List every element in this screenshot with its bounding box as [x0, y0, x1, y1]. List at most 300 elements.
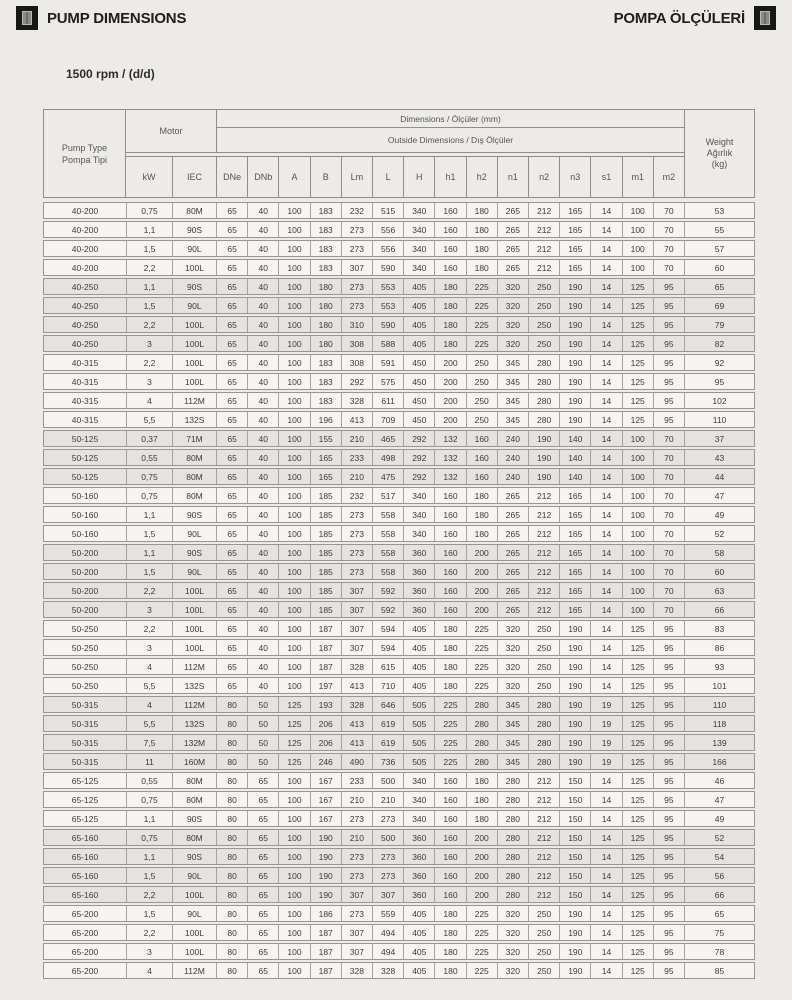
- pump-type-cell: 65-125: [71, 794, 99, 805]
- value-cell: 14: [590, 640, 621, 655]
- value-cell: 100L: [172, 621, 216, 636]
- value-cell: 190: [559, 393, 590, 408]
- value-cell: 405: [403, 279, 434, 294]
- weight-cell: 85: [684, 963, 754, 978]
- rpm-subtitle: 1500 rpm / (d/d): [66, 67, 155, 81]
- value-cell: 190: [310, 868, 341, 883]
- value-cell: 500: [372, 773, 403, 788]
- value-cell: 307: [341, 887, 372, 902]
- table-row: [43, 316, 755, 333]
- table-row: [43, 772, 755, 789]
- value-cell: 112M: [172, 697, 216, 712]
- value-cell: 100: [278, 887, 309, 902]
- value-cell: 250: [528, 678, 559, 693]
- table-row: [43, 810, 755, 827]
- value-cell: 3: [126, 336, 172, 351]
- value-cell: 14: [590, 279, 621, 294]
- value-cell: 592: [372, 602, 403, 617]
- value-cell: 125: [622, 849, 653, 864]
- value-cell: 250: [528, 925, 559, 940]
- weight-cell: 139: [684, 735, 754, 750]
- value-cell: 280: [528, 754, 559, 769]
- value-cell: 206: [310, 716, 341, 731]
- value-cell: 65: [216, 564, 247, 579]
- value-cell: 180: [466, 773, 497, 788]
- weight-cell: 83: [684, 621, 754, 636]
- value-cell: 190: [528, 431, 559, 446]
- value-cell: 1,1: [126, 507, 172, 522]
- value-cell: 70: [653, 564, 684, 579]
- value-cell: 14: [590, 773, 621, 788]
- value-cell: 280: [528, 393, 559, 408]
- table-row: [43, 221, 755, 238]
- value-cell: 65: [247, 925, 278, 940]
- header-col-DNb: DNb: [247, 156, 278, 197]
- value-cell: 3: [126, 640, 172, 655]
- table-row: [43, 449, 755, 466]
- value-cell: 100: [278, 488, 309, 503]
- weight-cell: 55: [684, 222, 754, 237]
- value-cell: 160: [434, 811, 465, 826]
- value-cell: 190: [559, 374, 590, 389]
- weight-cell: 44: [684, 469, 754, 484]
- value-cell: 190: [559, 754, 590, 769]
- pump-group: [43, 829, 755, 903]
- value-cell: 95: [653, 849, 684, 864]
- value-cell: 14: [590, 564, 621, 579]
- value-cell: 225: [434, 697, 465, 712]
- value-cell: 70: [653, 507, 684, 522]
- value-cell: 100: [278, 963, 309, 978]
- pump-type-cell: 50-250: [71, 623, 99, 634]
- value-cell: 5,5: [126, 716, 172, 731]
- value-cell: 250: [528, 621, 559, 636]
- weight-cell: 47: [684, 792, 754, 807]
- value-cell: 233: [341, 450, 372, 465]
- value-cell: 100: [622, 450, 653, 465]
- pump-type-cell: 50-125: [71, 452, 99, 463]
- value-cell: 1,1: [126, 849, 172, 864]
- value-cell: 160: [434, 792, 465, 807]
- value-cell: 210: [341, 792, 372, 807]
- value-cell: 190: [559, 716, 590, 731]
- value-cell: 200: [466, 602, 497, 617]
- value-cell: 125: [622, 792, 653, 807]
- value-cell: 80M: [172, 488, 216, 503]
- value-cell: 200: [466, 887, 497, 902]
- table-row: [43, 924, 755, 941]
- pump-type-cell: 50-315: [71, 756, 99, 767]
- table-row: [43, 601, 755, 618]
- value-cell: 310: [341, 317, 372, 332]
- page-title-en: PUMP DIMENSIONS: [47, 9, 187, 27]
- value-cell: 0,75: [126, 792, 172, 807]
- value-cell: 95: [653, 279, 684, 294]
- value-cell: 340: [403, 222, 434, 237]
- value-cell: 165: [310, 469, 341, 484]
- value-cell: 65: [216, 583, 247, 598]
- value-cell: 212: [528, 811, 559, 826]
- value-cell: 19: [590, 716, 621, 731]
- value-cell: 160: [434, 203, 465, 218]
- value-cell: 160: [434, 488, 465, 503]
- value-cell: 65: [247, 811, 278, 826]
- table-row: [43, 468, 755, 485]
- value-cell: 225: [434, 735, 465, 750]
- value-cell: 132: [434, 469, 465, 484]
- value-cell: 100: [278, 393, 309, 408]
- value-cell: 1,5: [126, 868, 172, 883]
- value-cell: 40: [247, 317, 278, 332]
- value-cell: 619: [372, 735, 403, 750]
- value-cell: 558: [372, 545, 403, 560]
- value-cell: 413: [341, 716, 372, 731]
- value-cell: 340: [403, 792, 434, 807]
- value-cell: 190: [310, 830, 341, 845]
- value-cell: 340: [403, 773, 434, 788]
- value-cell: 575: [372, 374, 403, 389]
- value-cell: 50: [247, 754, 278, 769]
- value-cell: 0,55: [126, 773, 172, 788]
- pump-group: [43, 544, 755, 618]
- value-cell: 405: [403, 944, 434, 959]
- value-cell: 307: [341, 260, 372, 275]
- page-title-tr: POMPA ÖLÇÜLERİ: [613, 9, 745, 27]
- value-cell: 65: [216, 431, 247, 446]
- value-cell: 180: [310, 279, 341, 294]
- table-row: [43, 962, 755, 979]
- value-cell: 112M: [172, 963, 216, 978]
- value-cell: 190: [559, 697, 590, 712]
- value-cell: 273: [341, 279, 372, 294]
- value-cell: 250: [528, 906, 559, 921]
- value-cell: 280: [528, 412, 559, 427]
- value-cell: 65: [247, 868, 278, 883]
- value-cell: 100: [278, 298, 309, 313]
- value-cell: 200: [466, 849, 497, 864]
- value-cell: 190: [559, 355, 590, 370]
- pump-type-cell: 50-250: [71, 661, 99, 672]
- weight-cell: 101: [684, 678, 754, 693]
- value-cell: 413: [341, 412, 372, 427]
- value-cell: 40: [247, 621, 278, 636]
- value-cell: 160: [466, 431, 497, 446]
- value-cell: 14: [590, 583, 621, 598]
- value-cell: 100: [622, 488, 653, 503]
- value-cell: 80: [216, 830, 247, 845]
- value-cell: 40: [247, 222, 278, 237]
- value-cell: 100L: [172, 355, 216, 370]
- value-cell: 95: [653, 678, 684, 693]
- value-cell: 210: [372, 792, 403, 807]
- pump-group: [43, 487, 755, 542]
- value-cell: 65: [216, 507, 247, 522]
- value-cell: 265: [497, 526, 528, 541]
- value-cell: 273: [341, 241, 372, 256]
- weight-cell: 110: [684, 412, 754, 427]
- value-cell: 165: [559, 241, 590, 256]
- value-cell: 140: [559, 469, 590, 484]
- value-cell: 160: [434, 602, 465, 617]
- value-cell: 80: [216, 773, 247, 788]
- value-cell: 140: [559, 450, 590, 465]
- value-cell: 212: [528, 526, 559, 541]
- table-row: [43, 259, 755, 276]
- header-col-Lm: Lm: [341, 156, 372, 197]
- value-cell: 212: [528, 203, 559, 218]
- value-cell: 95: [653, 697, 684, 712]
- value-cell: 292: [403, 450, 434, 465]
- value-cell: 345: [497, 355, 528, 370]
- value-cell: 200: [434, 393, 465, 408]
- pump-section-icon-right: [754, 6, 776, 30]
- value-cell: 709: [372, 412, 403, 427]
- weight-cell: 65: [684, 906, 754, 921]
- value-cell: 155: [310, 431, 341, 446]
- value-cell: 125: [622, 279, 653, 294]
- table-header: [43, 109, 755, 198]
- value-cell: 95: [653, 792, 684, 807]
- pump-type-cell: 40-250: [71, 319, 99, 330]
- value-cell: 100L: [172, 317, 216, 332]
- value-cell: 225: [466, 963, 497, 978]
- value-cell: 100: [622, 469, 653, 484]
- weight-cell: 49: [684, 811, 754, 826]
- value-cell: 190: [528, 469, 559, 484]
- value-cell: 125: [622, 298, 653, 313]
- value-cell: 100: [278, 355, 309, 370]
- value-cell: 100L: [172, 602, 216, 617]
- value-cell: 183: [310, 260, 341, 275]
- value-cell: 212: [528, 887, 559, 902]
- value-cell: 250: [466, 374, 497, 389]
- value-cell: 405: [403, 659, 434, 674]
- value-cell: 40: [247, 583, 278, 598]
- value-cell: 150: [559, 849, 590, 864]
- value-cell: 125: [622, 317, 653, 332]
- value-cell: 160: [434, 887, 465, 902]
- value-cell: 100: [278, 944, 309, 959]
- pump-type-cell: 50-125: [71, 433, 99, 444]
- value-cell: 95: [653, 925, 684, 940]
- value-cell: 212: [528, 849, 559, 864]
- value-cell: 4: [126, 659, 172, 674]
- value-cell: 160: [466, 469, 497, 484]
- value-cell: 70: [653, 222, 684, 237]
- title-group-right: [614, 6, 776, 30]
- value-cell: 125: [622, 412, 653, 427]
- value-cell: 70: [653, 602, 684, 617]
- value-cell: 100: [278, 621, 309, 636]
- value-cell: 80: [216, 716, 247, 731]
- weight-cell: 66: [684, 602, 754, 617]
- value-cell: 95: [653, 317, 684, 332]
- value-cell: 250: [466, 393, 497, 408]
- header-dimensions: Dimensions / Ölçüler (mm): [216, 110, 684, 128]
- value-cell: 2,2: [126, 621, 172, 636]
- value-cell: 360: [403, 602, 434, 617]
- value-cell: 65: [216, 488, 247, 503]
- value-cell: 100: [278, 507, 309, 522]
- value-cell: 65: [247, 887, 278, 902]
- value-cell: 100: [278, 450, 309, 465]
- weight-cell: 166: [684, 754, 754, 769]
- value-cell: 125: [278, 697, 309, 712]
- value-cell: 559: [372, 906, 403, 921]
- value-cell: 190: [559, 298, 590, 313]
- value-cell: 40: [247, 602, 278, 617]
- value-cell: 95: [653, 735, 684, 750]
- value-cell: 100L: [172, 260, 216, 275]
- weight-cell: 95: [684, 374, 754, 389]
- value-cell: 65: [216, 393, 247, 408]
- value-cell: 340: [403, 488, 434, 503]
- value-cell: 225: [466, 336, 497, 351]
- value-cell: 265: [497, 507, 528, 522]
- pump-type-cell: 50-200: [71, 604, 99, 615]
- value-cell: 212: [528, 792, 559, 807]
- table-row: [43, 335, 755, 352]
- value-cell: 265: [497, 241, 528, 256]
- value-cell: 90L: [172, 906, 216, 921]
- value-cell: 273: [341, 222, 372, 237]
- pump-group: [43, 354, 755, 428]
- value-cell: 340: [403, 241, 434, 256]
- value-cell: 14: [590, 222, 621, 237]
- pump-type-cell: 65-160: [71, 889, 99, 900]
- weight-cell: 92: [684, 355, 754, 370]
- value-cell: 100: [622, 564, 653, 579]
- value-cell: 320: [497, 963, 528, 978]
- value-cell: 90S: [172, 222, 216, 237]
- value-cell: 360: [403, 583, 434, 598]
- value-cell: 100: [278, 431, 309, 446]
- table-row: [43, 886, 755, 903]
- value-cell: 273: [341, 526, 372, 541]
- value-cell: 0,55: [126, 450, 172, 465]
- value-cell: 280: [497, 887, 528, 902]
- value-cell: 40: [247, 355, 278, 370]
- value-cell: 345: [497, 374, 528, 389]
- value-cell: 1,1: [126, 545, 172, 560]
- value-cell: 265: [497, 583, 528, 598]
- value-cell: 320: [497, 621, 528, 636]
- value-cell: 225: [466, 906, 497, 921]
- value-cell: 5,5: [126, 412, 172, 427]
- weight-cell: 46: [684, 773, 754, 788]
- value-cell: 65: [216, 412, 247, 427]
- value-cell: 1,5: [126, 564, 172, 579]
- pump-section-icon: [16, 6, 38, 30]
- header-col-A: A: [278, 156, 309, 197]
- value-cell: 292: [403, 431, 434, 446]
- value-cell: 95: [653, 963, 684, 978]
- value-cell: 150: [559, 792, 590, 807]
- value-cell: 190: [559, 621, 590, 636]
- value-cell: 490: [341, 754, 372, 769]
- table-row: [43, 582, 755, 599]
- value-cell: 212: [528, 773, 559, 788]
- value-cell: 307: [341, 925, 372, 940]
- value-cell: 14: [590, 450, 621, 465]
- value-cell: 556: [372, 222, 403, 237]
- value-cell: 280: [466, 754, 497, 769]
- pump-type-cell: 65-160: [71, 870, 99, 881]
- pump-type-cell: 50-200: [71, 566, 99, 577]
- value-cell: 646: [372, 697, 403, 712]
- value-cell: 14: [590, 393, 621, 408]
- value-cell: 405: [403, 925, 434, 940]
- value-cell: 505: [403, 735, 434, 750]
- value-cell: 250: [528, 279, 559, 294]
- value-cell: 14: [590, 906, 621, 921]
- value-cell: 494: [372, 925, 403, 940]
- table-row: [43, 848, 755, 865]
- value-cell: 265: [497, 602, 528, 617]
- table-row: [43, 734, 755, 751]
- value-cell: 160: [434, 222, 465, 237]
- header-pump-type: [44, 110, 126, 197]
- table-body: [43, 202, 755, 979]
- value-cell: 190: [528, 450, 559, 465]
- weight-cell: 52: [684, 830, 754, 845]
- value-cell: 591: [372, 355, 403, 370]
- value-cell: 95: [653, 412, 684, 427]
- value-cell: 165: [559, 526, 590, 541]
- value-cell: 273: [341, 564, 372, 579]
- value-cell: 280: [466, 716, 497, 731]
- value-cell: 320: [497, 317, 528, 332]
- value-cell: 212: [528, 507, 559, 522]
- header-outside-dimensions: Outside Dimensions / Dış Ölçüler: [216, 128, 684, 153]
- value-cell: 280: [528, 697, 559, 712]
- value-cell: 95: [653, 716, 684, 731]
- weight-cell: 47: [684, 488, 754, 503]
- value-cell: 180: [466, 811, 497, 826]
- value-cell: 95: [653, 374, 684, 389]
- value-cell: 553: [372, 298, 403, 313]
- value-cell: 233: [341, 773, 372, 788]
- value-cell: 65: [216, 602, 247, 617]
- value-cell: 14: [590, 526, 621, 541]
- value-cell: 125: [622, 355, 653, 370]
- value-cell: 50: [247, 697, 278, 712]
- pump-type-cell: 50-200: [71, 585, 99, 596]
- value-cell: 70: [653, 545, 684, 560]
- header-pump-type-tr: Pompa Tipi: [61, 154, 108, 165]
- value-cell: 340: [403, 811, 434, 826]
- value-cell: 4: [126, 697, 172, 712]
- value-cell: 3: [126, 374, 172, 389]
- value-cell: 250: [528, 317, 559, 332]
- value-cell: 190: [559, 279, 590, 294]
- value-cell: 736: [372, 754, 403, 769]
- value-cell: 125: [622, 393, 653, 408]
- value-cell: 160: [434, 564, 465, 579]
- value-cell: 100: [622, 203, 653, 218]
- table-row: [43, 753, 755, 770]
- value-cell: 200: [466, 830, 497, 845]
- header-col-H: H: [403, 156, 434, 197]
- value-cell: 125: [622, 906, 653, 921]
- value-cell: 273: [341, 811, 372, 826]
- header-col-m2: m2: [653, 156, 684, 197]
- value-cell: 200: [434, 374, 465, 389]
- value-cell: 225: [466, 279, 497, 294]
- value-cell: 150: [559, 887, 590, 902]
- value-cell: 307: [372, 887, 403, 902]
- value-cell: 14: [590, 317, 621, 332]
